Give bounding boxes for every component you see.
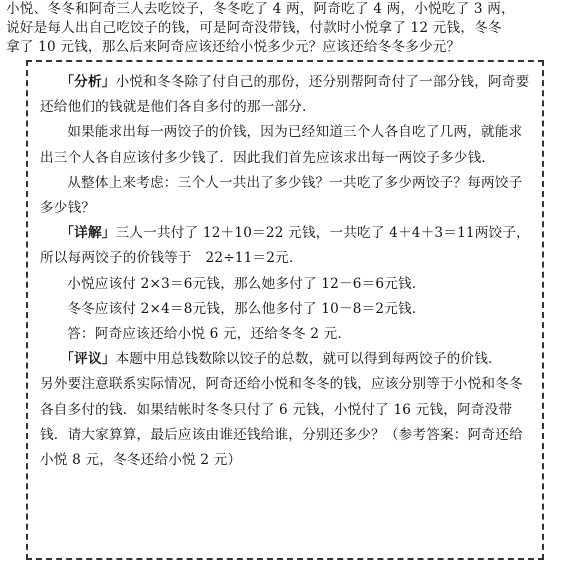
comment-label: 「评议」 — [60, 351, 116, 368]
comment-paragraph-2: 另外要注意联系实际情况，阿奇还给小悦和冬冬的钱，应该分别等于小悦和冬冬各自多付的钱．如果结帐时冬冬只付了 6 元钱，小悦付了 16 元钱，阿奇没带钱．请大家算算，最后应该由谁还钱给谁，分别还多少？（参考答案：阿奇还给小悦 8 元，冬冬还给小悦 2 元） — [40, 376, 523, 469]
explanation-box — [26, 60, 544, 560]
analysis-paragraph-2: 如果能求出每一两饺子的价钱，因为已经知道三个人各自吃了几两，就能求出三个人各自应该付多少钱了．因此我们首先应该求出每一两饺子多少钱． — [40, 124, 523, 166]
analysis-label: 「分析」 — [60, 74, 116, 90]
solution-step-dongdong: 冬冬应该付 2×4＝8元钱，那么他多付了 10－8＝2元钱． — [67, 300, 426, 317]
solution-label: 「详解」 — [60, 225, 116, 242]
analysis-paragraph-3: 从整体上来考虑：三个人一共出了多少钱？一共吃了多少两饺子？每两饺子多少钱？ — [40, 174, 523, 217]
problem-line: 小悦、冬冬和阿奇三人去吃饺子，冬冬吃了 4 两，阿奇吃了 4 两，小悦吃了 3 两， — [6, 1, 515, 17]
comment-text: 本题中用总钱数除以饺子的总数，就可以得到每两饺子的价钱． — [115, 351, 502, 368]
comment-paragraph — [40, 347, 530, 372]
problem-line: 说好是每人出自己吃饺子的钱，可是阿奇没带钱，付款时小悦拿了 12 元钱，冬冬 — [6, 20, 502, 36]
analysis-paragraph — [40, 70, 530, 120]
analysis-text: 小悦和冬冬除了付自己的那份，还分别帮阿奇付了一部分钱，阿奇要还给他们的钱就是他们各自多付的那一部分． — [40, 74, 530, 116]
solution-step-xiaoyue: 小悦应该付 2×3＝6元钱，那么她多付了 12－6＝6元钱． — [67, 275, 426, 292]
solution-text: 三人一共付了 12＋10＝22 元钱，一共吃了 4＋4＋3＝11两饺子，所以每两饺子的价钱等于 22÷11＝2元． — [40, 225, 530, 267]
solution-paragraph — [40, 221, 530, 271]
problem-line: 拿了 10 元钱，那么后来阿奇应该还给小悦多少元？应该还给冬冬多少元？ — [6, 39, 461, 55]
solution-answer: 答：阿奇应该还给小悦 6 元，还给冬冬 2 元． — [67, 326, 352, 343]
problem-statement — [6, 0, 561, 57]
